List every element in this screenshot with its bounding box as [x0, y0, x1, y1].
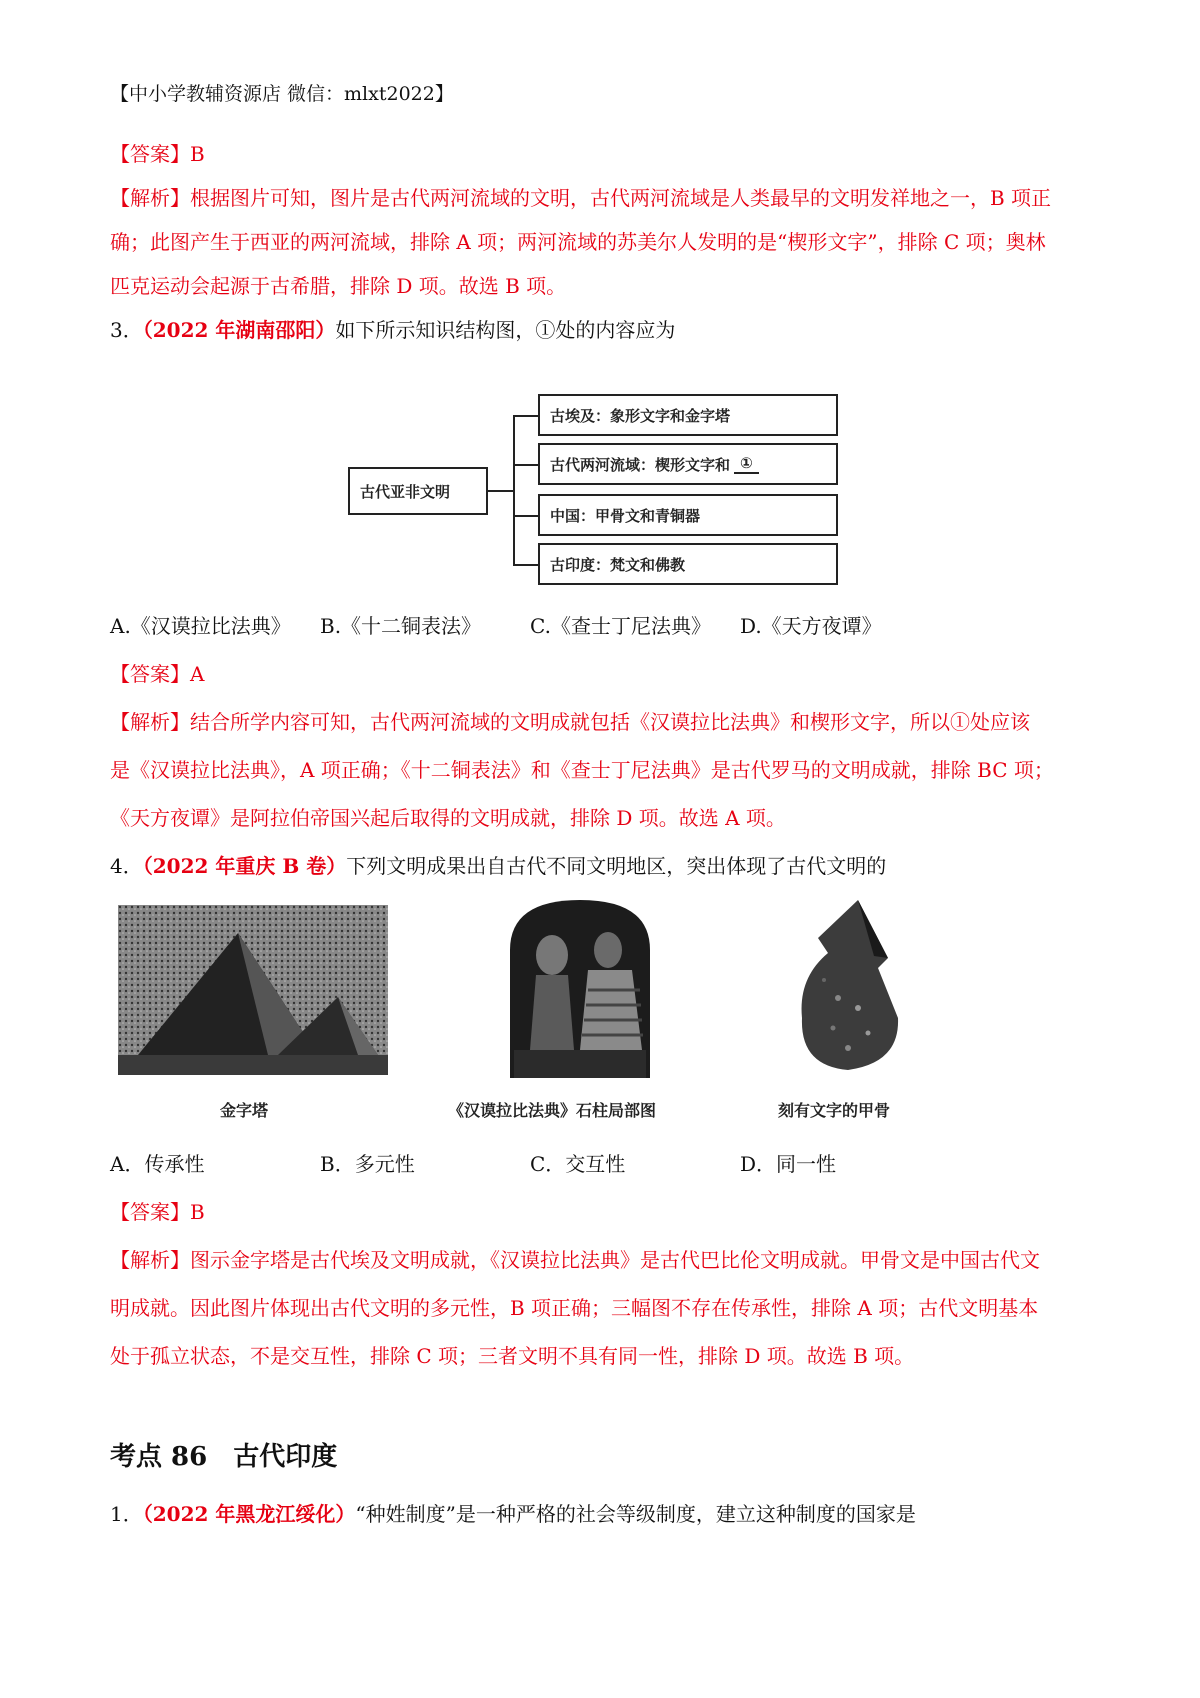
answer-value: A	[190, 662, 205, 686]
analysis-text: 结合所学内容可知，古代两河流域的文明成就包括《汉谟拉比法典》和楔形文字，所以①处应该	[190, 710, 1030, 734]
question-number: 4．	[110, 854, 143, 878]
diagram-connector	[488, 490, 513, 492]
q3-option-b: B.《十二铜表法》	[320, 614, 482, 638]
q2-answer	[110, 140, 205, 168]
q3-option-d: D.《天方夜谭》	[740, 614, 882, 638]
diagram-branch-mesopotamia	[538, 443, 838, 485]
knowledge-structure-diagram	[348, 394, 848, 584]
pyramid-picture	[118, 905, 388, 1075]
q2-analysis-line-2: 确；此图产生于西亚的两河流域，排除 A 项；两河流域的苏美尔人发明的是“楔形文字”，排除 C 项；奥林	[110, 230, 1046, 254]
diagram-connector	[513, 564, 538, 566]
q4-analysis-line-2: 明成就。因此图片体现出古代文明的多元性，B 项正确；三幅图不存在传承性，排除 A 项；古代文明基本	[110, 1296, 1039, 1320]
analysis-label: 【解析】	[110, 710, 190, 734]
answer-label: 【答案】	[110, 1200, 190, 1224]
question-source: （2022 年重庆 B 卷）	[142, 854, 347, 878]
question-text: 下列文明成果出自古代不同文明地区，突出体现了古代文明的	[346, 854, 887, 878]
oracle-bone-picture	[788, 898, 908, 1078]
question-source: （2022 年湖南邵阳）	[142, 318, 336, 342]
q3-answer	[110, 660, 204, 688]
caption-stele: 《汉谟拉比法典》石柱局部图	[448, 1101, 657, 1120]
analysis-label: 【解析】	[110, 1248, 190, 1272]
analysis-text: 根据图片可知，图片是古代两河流域的文明，古代两河流域是人类最早的文明发祥地之一，B 项正	[190, 186, 1052, 210]
diagram-connector	[513, 415, 515, 565]
q3-option-a: A.《汉谟拉比法典》	[110, 614, 291, 638]
q3-analysis-line-1	[110, 708, 1030, 736]
q4-analysis-line-1	[110, 1246, 1040, 1274]
diagram-root: 古代亚非文明	[348, 467, 488, 515]
q4-stem	[110, 852, 886, 880]
diagram-connector	[513, 415, 538, 417]
branch-text: 古代两河流域：楔形文字和	[550, 455, 731, 474]
question-number: 1．	[110, 1502, 143, 1526]
caption-oracle-bone: 刻有文字的甲骨	[778, 1101, 891, 1120]
stele-picture	[500, 900, 660, 1078]
question-number: 3．	[110, 318, 143, 342]
diagram-branch-india: 古印度：梵文和佛教	[538, 543, 838, 585]
caption-pyramid: 金字塔	[220, 1101, 269, 1120]
q3-analysis-line-3: 《天方夜谭》是阿拉伯帝国兴起后取得的文明成就，排除 D 项。故选 A 项。	[110, 806, 786, 830]
answer-value: B	[190, 142, 205, 166]
question-text: 如下所示知识结构图，①处的内容应为	[335, 318, 676, 342]
q4-option-b: B．多元性	[320, 1152, 415, 1176]
answer-label: 【答案】	[110, 662, 190, 686]
s1q1-stem	[110, 1500, 916, 1528]
diagram-connector	[513, 464, 538, 466]
analysis-text: 图示金字塔是古代埃及文明成就，《汉谟拉比法典》是古代巴比伦文明成就。甲骨文是中国古代文	[190, 1248, 1040, 1272]
q2-analysis-line-3: 匹克运动会起源于古希腊，排除 D 项。故选 B 项。	[110, 274, 567, 298]
diagram-branch-egypt: 古埃及：象形文字和金字塔	[538, 394, 838, 436]
answer-value: B	[190, 1200, 205, 1224]
q4-option-c: C．交互性	[530, 1152, 626, 1176]
question-text: “种姓制度”是一种严格的社会等级制度，建立这种制度的国家是	[355, 1502, 916, 1526]
analysis-label: 【解析】	[110, 186, 190, 210]
answer-label: 【答案】	[110, 142, 190, 166]
q2-analysis-line-1	[110, 184, 1051, 212]
q3-option-c: C.《查士丁尼法典》	[530, 614, 711, 638]
section-heading: 考点 86 古代印度	[110, 1442, 338, 1472]
blank-marker: ①	[734, 454, 759, 474]
diagram-branch-china: 中国：甲骨文和青铜器	[538, 494, 838, 536]
q3-stem	[110, 316, 675, 344]
watermark-text: 【中小学教辅资源店 微信：mlxt2022】	[110, 83, 454, 105]
q4-option-d: D．同一性	[740, 1152, 837, 1176]
q3-analysis-line-2: 是《汉谟拉比法典》，A 项正确；《十二铜表法》和《查士丁尼法典》是古代罗马的文明成就，排除 BC 项；	[110, 758, 1054, 782]
q4-option-a: A．传承性	[110, 1152, 205, 1176]
diagram-connector	[513, 515, 538, 517]
q4-analysis-line-3: 处于孤立状态，不是交互性，排除 C 项；三者文明不具有同一性，排除 D 项。故选 B 项。	[110, 1344, 915, 1368]
question-source: （2022 年黑龙江绥化）	[142, 1502, 356, 1526]
q4-answer	[110, 1198, 205, 1226]
